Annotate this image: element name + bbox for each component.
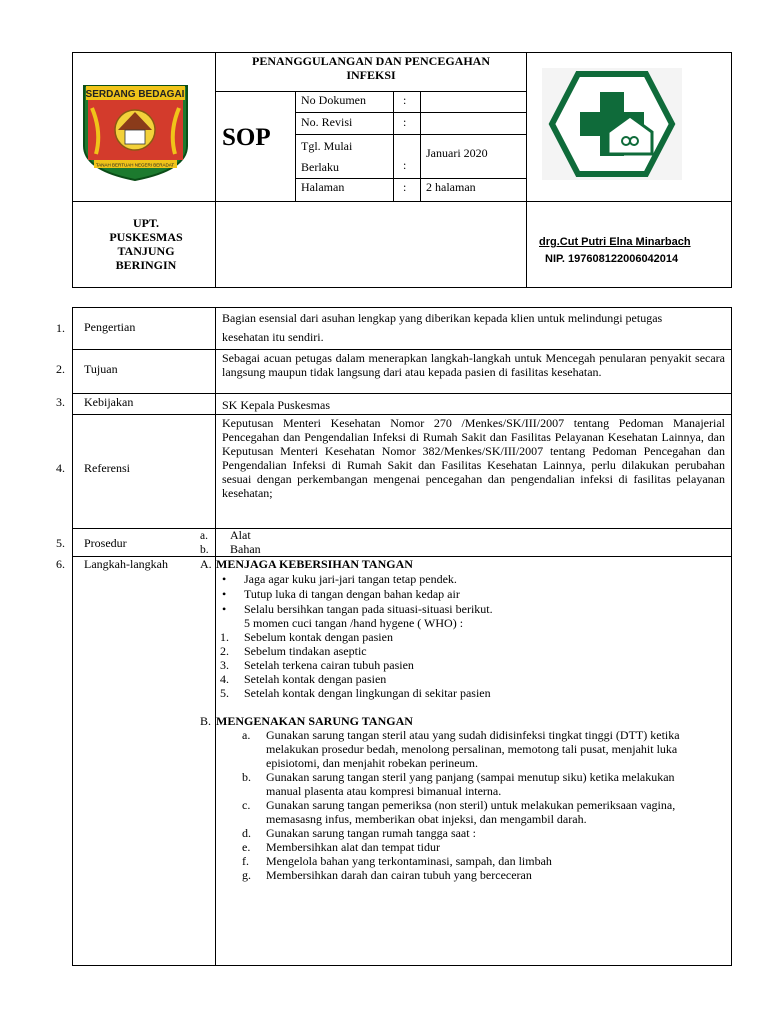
row-label-pengertian: Pengertian [84,320,136,334]
meta-value-halaman: 2 halaman [426,180,476,194]
section-b-title: MENGENAKAN SARUNG TANGAN [216,714,413,728]
row-number: 2. [56,362,65,376]
list-item: 5. Setelah kontak dengan lingkungan di sekitar pasien [220,686,491,700]
list-item: a. Gunakan sarung tangan steril atau yang sudah didisinfeksi tingkat tinggi (DTT) ketika melakukan prosedur bedah, menolong persalinan, memotong tali pusat, menjahit luka episiotomi, dan menjahit robekan perineum. [242,728,680,770]
list-item: d. Gunakan sarung tangan rumah tangga saat : [242,826,476,840]
row-number: 5. [56,536,65,550]
meta-label-tgl-mulai: Tgl. Mulai Berlaku [301,139,353,174]
list-item: • Selalu bersihkan tangan pada situasi-situasi berikut. [218,602,718,616]
prosedur-marker: b. [200,544,209,556]
section-b-marker: B. [200,714,212,728]
moments-intro: 5 momen cuci tangan /hand hygene ( WHO) : [244,616,464,630]
list-item: 4. Setelah kontak dengan pasien [220,672,387,686]
serdang-bedagai-logo [78,78,193,183]
puskesmas-logo [542,68,682,180]
meta-sep: : [403,115,407,129]
list-item: c. Gunakan sarung tangan pemeriksa (non steril) untuk melakukan pemeriksaan vagina, memasasng infus, memberikan obat injeksi, dan mengambil darah. [242,798,676,826]
tujuan-text: Sebagai acuan petugas dalam menerapkan langkah-langkah untuk Mencegah penularan penyakit secara langsung maupun tidak langsung dari atau kepada pasien di fasilitas kesehatan. [222,351,725,379]
row-label-tujuan: Tujuan [84,362,118,376]
row-number: 6. [56,557,65,571]
svg-text:TANAH BERTUAH NEGERI BERADAT: TANAH BERTUAH NEGERI BERADAT [95,162,175,168]
prosedur-marker: a. [200,530,208,542]
pengertian-text: Bagian esensial dari asuhan lengkap yang diberikan kepada klien untuk melindungi petugas kesehatan itu sendiri. [222,311,663,344]
row-label-kebijakan: Kebijakan [84,395,134,409]
list-item: 3. Setelah terkena cairan tubuh pasien [220,658,414,672]
row-label-prosedur: Prosedur [84,536,127,550]
section-a-marker: A. [200,557,212,571]
kebijakan-text: SK Kepala Puskesmas [222,398,330,412]
list-item: b. Gunakan sarung tangan steril yang panjang (sampai menutup siku) ketika melakukan manual plasenta atau kompresi bimanual interna. [242,770,675,798]
meta-label-no-revisi: No. Revisi [301,115,353,129]
list-item: f. Mengelola bahan yang terkontaminasi, sampah, dan limbah [242,854,552,868]
row-label-referensi: Referensi [84,461,130,475]
meta-sep: : [403,158,407,172]
sop-label: SOP [222,124,271,151]
row-number: 3. [56,395,65,409]
document-title: PENANGGULANGAN DAN PENCEGAHAN INFEKSI [251,54,490,82]
meta-value-tgl-mulai: Januari 2020 [426,146,488,160]
list-item: 1. Sebelum kontak dengan pasien [220,630,393,644]
meta-label-no-dokumen: No Dokumen [301,93,366,107]
list-item: • Jaga agar kuku jari-jari tangan tetap pendek. [218,572,718,586]
list-item: e. Membersihkan alat dan tempat tidur [242,840,440,854]
section-a-bullets [218,572,718,700]
list-item: g. Membersihkan darah dan cairan tubuh yang berceceran [242,868,532,882]
meta-label-halaman: Halaman [301,180,345,194]
meta-sep: : [403,93,407,107]
signer-name: drg.Cut Putri Elna Minarbach [539,236,691,248]
section-b-list [240,728,710,882]
row-number: 1. [56,321,65,335]
section-a-title: MENJAGA KEBERSIHAN TANGAN [216,557,413,571]
prosedur-item-alat: Alat [230,528,251,542]
list-item: 2. Sebelum tindakan aseptic [220,644,367,658]
svg-text:SERDANG BEDAGAI: SERDANG BEDAGAI [85,89,185,100]
prosedur-item-bahan: Bahan [230,542,261,556]
list-item: • Tutup luka di tangan dengan bahan kedap air [218,587,718,601]
referensi-text: Keputusan Menteri Kesehatan Nomor 270 /Menkes/SK/III/2007 tentang Pedoman Manajerial Pencegahan dan Pengendalian Infeksi di Rumah Sakit dan Fasilitas Pelayanan Kesehatan Lainnya, dan Keputusan Menteri Kesehatan Nomor 382/Menkes/SK/III/2007 tentang Pedoman Pencegahan dan Pengendalian Infeksi di Rumah Sakit dan Fasilitas Kesehatan Lainnya, perlu dilakukan perubahan sesuai dengan perkembangan mengenai pencegahan dan pengendalian infeksi di fasilitas pelayanan kesehatan; [222,416,725,500]
row-number: 4. [56,461,65,475]
signer-nip: NIP. 197608122006042014 [545,253,679,265]
institution-name: UPT. PUSKESMAS TANJUNG BERINGIN [109,216,183,272]
row-label-langkah: Langkah-langkah [84,557,168,571]
meta-sep: : [403,180,407,194]
